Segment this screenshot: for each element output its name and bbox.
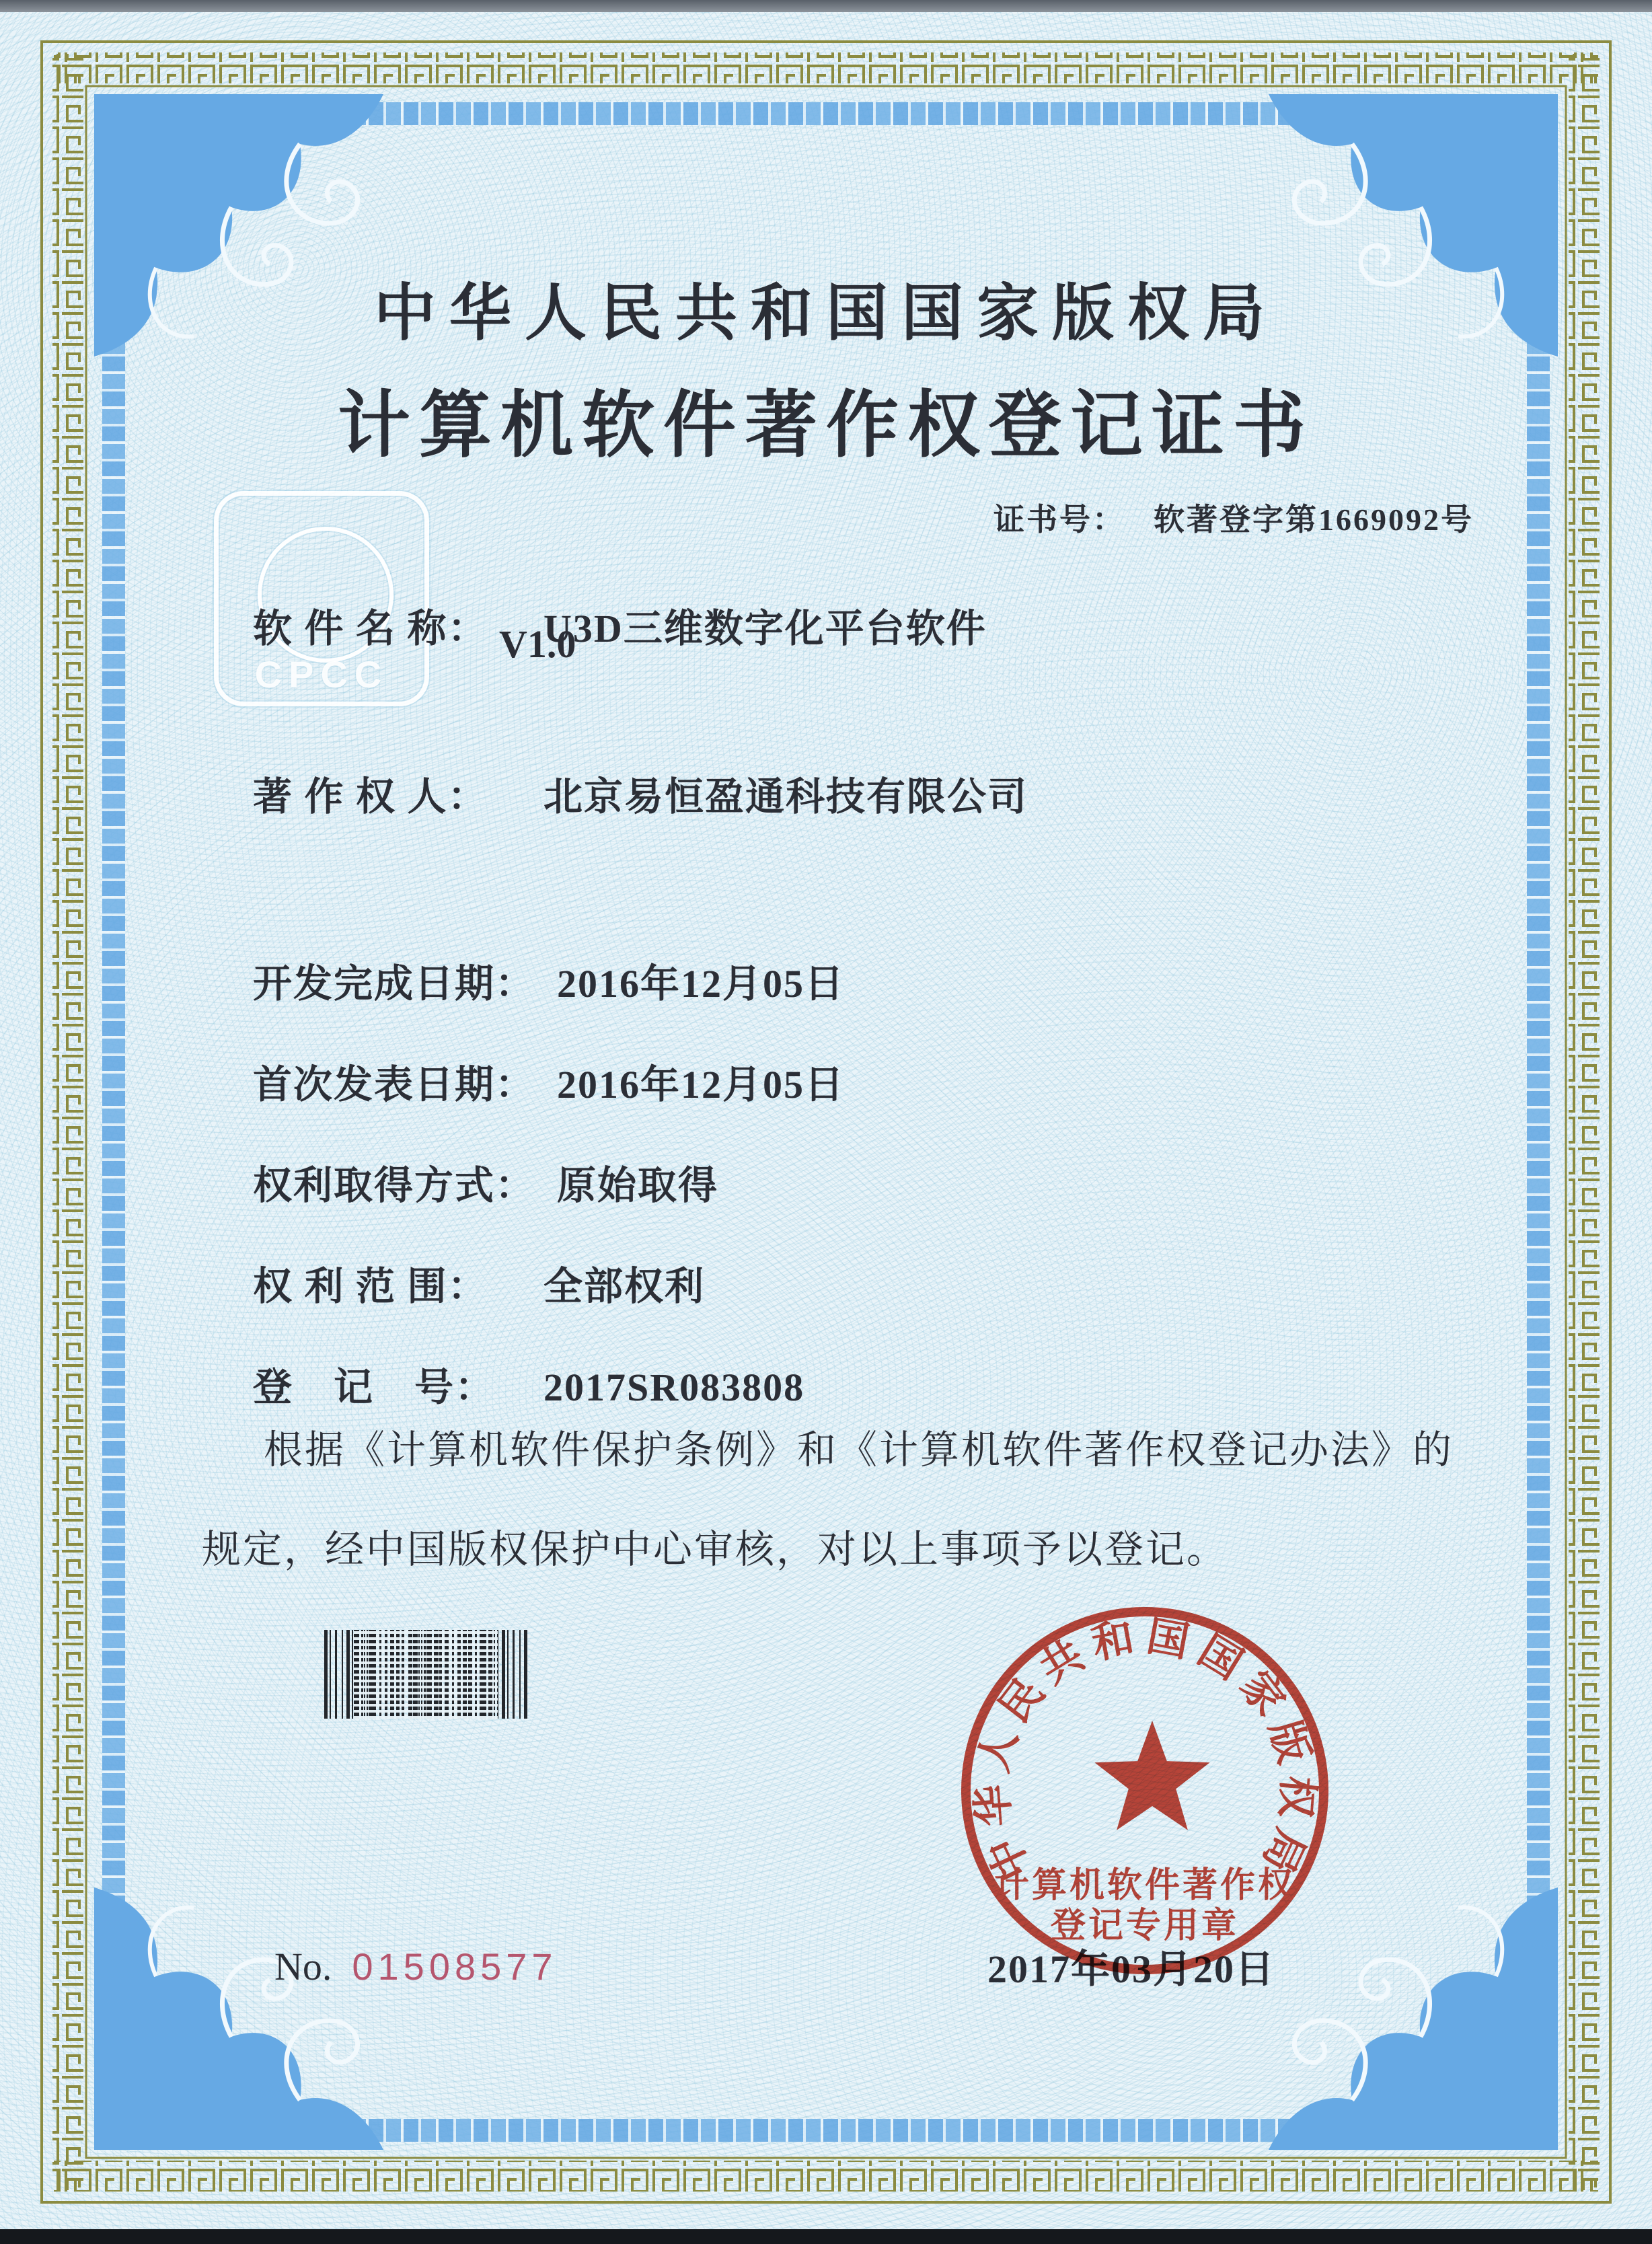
field-row-software-name xyxy=(209,552,987,698)
field-label: 权利取得方式： xyxy=(253,1164,536,1207)
serial-number: 01508577 xyxy=(352,1945,558,1988)
issuing-authority-title: 中华人民共和国国家版权局 xyxy=(373,279,1278,348)
watermark-text: CPCC xyxy=(254,653,389,696)
field-value: U3D三维数字化平台软件 xyxy=(543,607,987,650)
field-label: 开发完成日期： xyxy=(253,962,536,1006)
serial-number-line xyxy=(274,1944,558,1989)
field-label: 权 利 范 围： xyxy=(253,1265,488,1308)
certificate-title: 计算机软件著作权登记证书 xyxy=(337,386,1314,466)
field-row-copyright-owner xyxy=(209,720,1028,866)
certificate-number-line xyxy=(993,495,1474,539)
field-value: 2017SR083808 xyxy=(543,1366,805,1409)
issue-date: 2017年03月20日 xyxy=(987,1947,1276,1991)
seal-ring-text: 中华人民共和国国家版权局 xyxy=(969,1613,1321,1887)
serial-label: No. xyxy=(274,1945,332,1988)
scan-edge-top xyxy=(0,0,1652,12)
scan-edge-bottom xyxy=(0,2229,1652,2244)
registration-statement: 根据《计算机软件保护条例》和《计算机软件著作权登记办法》的规定，经中国版权保护中心审核，对以上事项予以登记。 xyxy=(202,1428,1454,1571)
field-label: 著 作 权 人： xyxy=(253,775,488,819)
field-value: 原始取得 xyxy=(557,1164,719,1207)
seal-caption-line2: 登记专用章 xyxy=(1050,1907,1240,1945)
barcode-matrix xyxy=(354,1630,498,1719)
field-value: 北京易恒盈通科技有限公司 xyxy=(543,775,1028,819)
field-label: 软 件 名 称： xyxy=(253,607,488,650)
certificate-number-value: 软著登字第1669092号 xyxy=(1154,502,1474,537)
seal-caption-line1: 计算机软件著作权 xyxy=(993,1867,1296,1905)
software-version: V1.0 xyxy=(499,622,576,666)
certificate-number-label: 证书号： xyxy=(993,502,1125,537)
barcode xyxy=(324,1630,527,1719)
field-value: 全部权利 xyxy=(543,1265,706,1308)
field-label: 登 记 号： xyxy=(253,1366,496,1409)
field-label: 首次发表日期： xyxy=(253,1063,536,1107)
field-value: 2016年12月05日 xyxy=(557,962,846,1006)
corner-ornament-bottom-left xyxy=(94,1861,383,2150)
field-value: 2016年12月05日 xyxy=(557,1063,846,1107)
seal-star-icon xyxy=(1094,1721,1209,1830)
official-red-seal xyxy=(950,1596,1340,1986)
